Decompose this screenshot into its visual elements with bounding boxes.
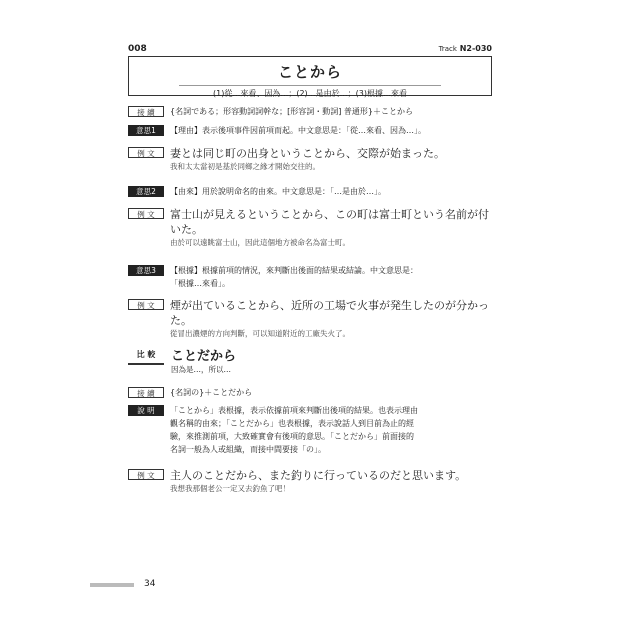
explanation-line2: 觀名稱的由來；「ことだから」也表根據，表示說話人到目前為止的經 (170, 419, 414, 428)
example-label: 例 文 (128, 208, 164, 219)
example-label: 例 文 (128, 299, 164, 310)
connection-text: {名詞である；形容動詞詞幹な；[形容詞・動詞] 普通形}＋ことから (170, 107, 413, 116)
compare-translation: 我想我那個老公一定又去釣魚了吧！ (170, 484, 290, 493)
meaning3-text-line1: 【根據】根據前項的情況，來判斷出後面的結果或結論。中文意思是： (170, 266, 418, 275)
meaning2-label: 意思2 (128, 186, 164, 197)
example-label: 例 文 (128, 147, 164, 158)
meaning2-text: 【由來】用於說明命名的由來。中文意思是：「…是由於…」。 (170, 187, 386, 196)
track-code: N2-030 (459, 44, 492, 53)
grammar-meanings: (1)從…來看、因為…；(2)…是由於…；(3)根據…來看 (179, 85, 441, 99)
track-prefix: Track (438, 45, 457, 53)
meaning1-translation: 我和太太當初是基於同鄉之緣才開始交往的。 (170, 162, 320, 171)
compare-connection-label: 接 續 (128, 387, 164, 398)
entry-number: 008 (128, 44, 147, 54)
meaning3-translation: 從冒出濃煙的方向判斷，可以知道附近的工廠失火了。 (170, 329, 350, 338)
page-number: 34 (144, 579, 156, 589)
connection-label: 接 續 (128, 106, 164, 117)
track-label (439, 44, 492, 53)
meaning3-example: 煙が出ていることから、近所の工場で火事が発生したのが分かった。 (170, 299, 489, 327)
meaning1-text: 【理由】表示後項事件因前項而起。中文意思是：「從…來看、因為…」。 (170, 126, 426, 135)
meaning3-text-line2: 「根據…來看」。 (170, 279, 230, 288)
meaning3-label: 意思3 (128, 265, 164, 276)
footer-bar (90, 583, 134, 587)
compare-label: 比 較 (128, 349, 164, 365)
explanation-line1: 「ことから」表根據，表示依據前項來判斷出後項的結果。也表示理由 (170, 406, 418, 415)
compare-connection-text: {名詞の}＋ことだから (170, 388, 253, 397)
meaning1-example: 妻とは同じ町の出身ということから、交際が始まった。 (170, 147, 445, 160)
compare-example-label: 例 文 (128, 469, 164, 480)
compare-subtitle: 因為是…，所以… (171, 365, 231, 374)
meaning2-example-line1: 富士山が見えるということから、この町は富士町という名前が付 (170, 208, 489, 221)
meaning2-example-line2: いた。 (170, 223, 203, 236)
meaning2-translation: 由於可以遠眺富士山，因此這個地方被命名為富士町。 (170, 238, 350, 247)
explanation-line4: 名詞一般為人或組織，而接中間要接「の」。 (170, 445, 326, 454)
meaning1-label: 意思1 (128, 125, 164, 136)
explanation-label: 說 明 (128, 405, 164, 416)
grammar-title: ことから (277, 63, 342, 81)
compare-example: 主人のことだから、また釣りに行っているのだと思います。 (170, 469, 467, 482)
explanation-line3: 驗，來推測前項，大致確實會有後項的意思。「ことだから」前面接的 (170, 432, 414, 441)
grammar-title-box (128, 56, 492, 96)
compare-title: ことだから (171, 349, 237, 364)
